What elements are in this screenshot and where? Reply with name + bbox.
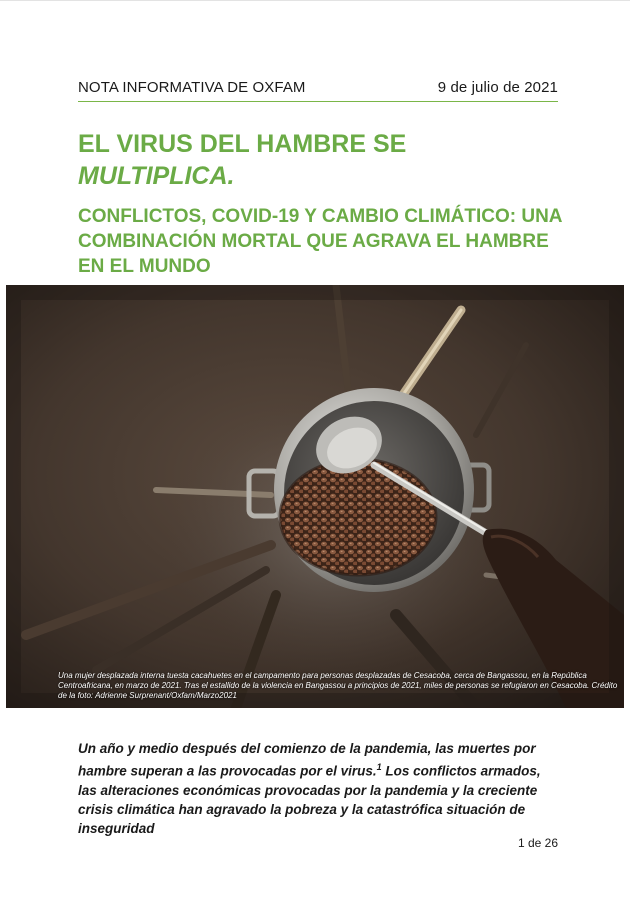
header-date: 9 de julio de 2021 [437,79,558,96]
title-line-1: EL VIRUS DEL HAMBRE SE [78,130,407,158]
photo-caption: Una mujer desplazada interna tuesta cacahuetes en el campamento para personas desplazadas de Cesacoba, cerca de Bangassou, en la República Centroafricana, en marzo de 2021. Tras el estallido de la violencia en Bangassou a principios de 2021, miles de personas se refugiaron en Cesacoba. Crédito de la foto: Adrienne Surprenant/Oxfam/Marzo2021 [58,671,618,700]
intro-text: Un año y medio después del comienzo de la pandemia, las muertes por hambre superan a las provocadas por el virus. [78,741,536,779]
cover-photo-image [6,285,624,708]
page-number: 1 de 26 [517,836,558,850]
document-title [78,128,578,192]
intro-paragraph [78,739,558,838]
cover-photo [6,285,624,708]
page-top-edge [0,0,630,1]
title-line-2: MULTIPLICA. [78,162,235,190]
document-header [78,79,558,102]
footnote-reference[interactable]: 1 [376,762,382,772]
header-publication: NOTA INFORMATIVA DE OXFAM [78,79,306,96]
intro-text-continued: Los conflictos armados, las alteraciones económicas provocadas por la pandemia y la creciente crisis climática han agravado la pobreza y la catastrófica situación de inseguridad [78,763,541,836]
document-subtitle: CONFLICTOS, COVID-19 Y CAMBIO CLIMÁTICO: UNA COMBINACIÓN MORTAL QUE AGRAVA EL HAMBRE EN EL MUNDO [78,206,562,277]
